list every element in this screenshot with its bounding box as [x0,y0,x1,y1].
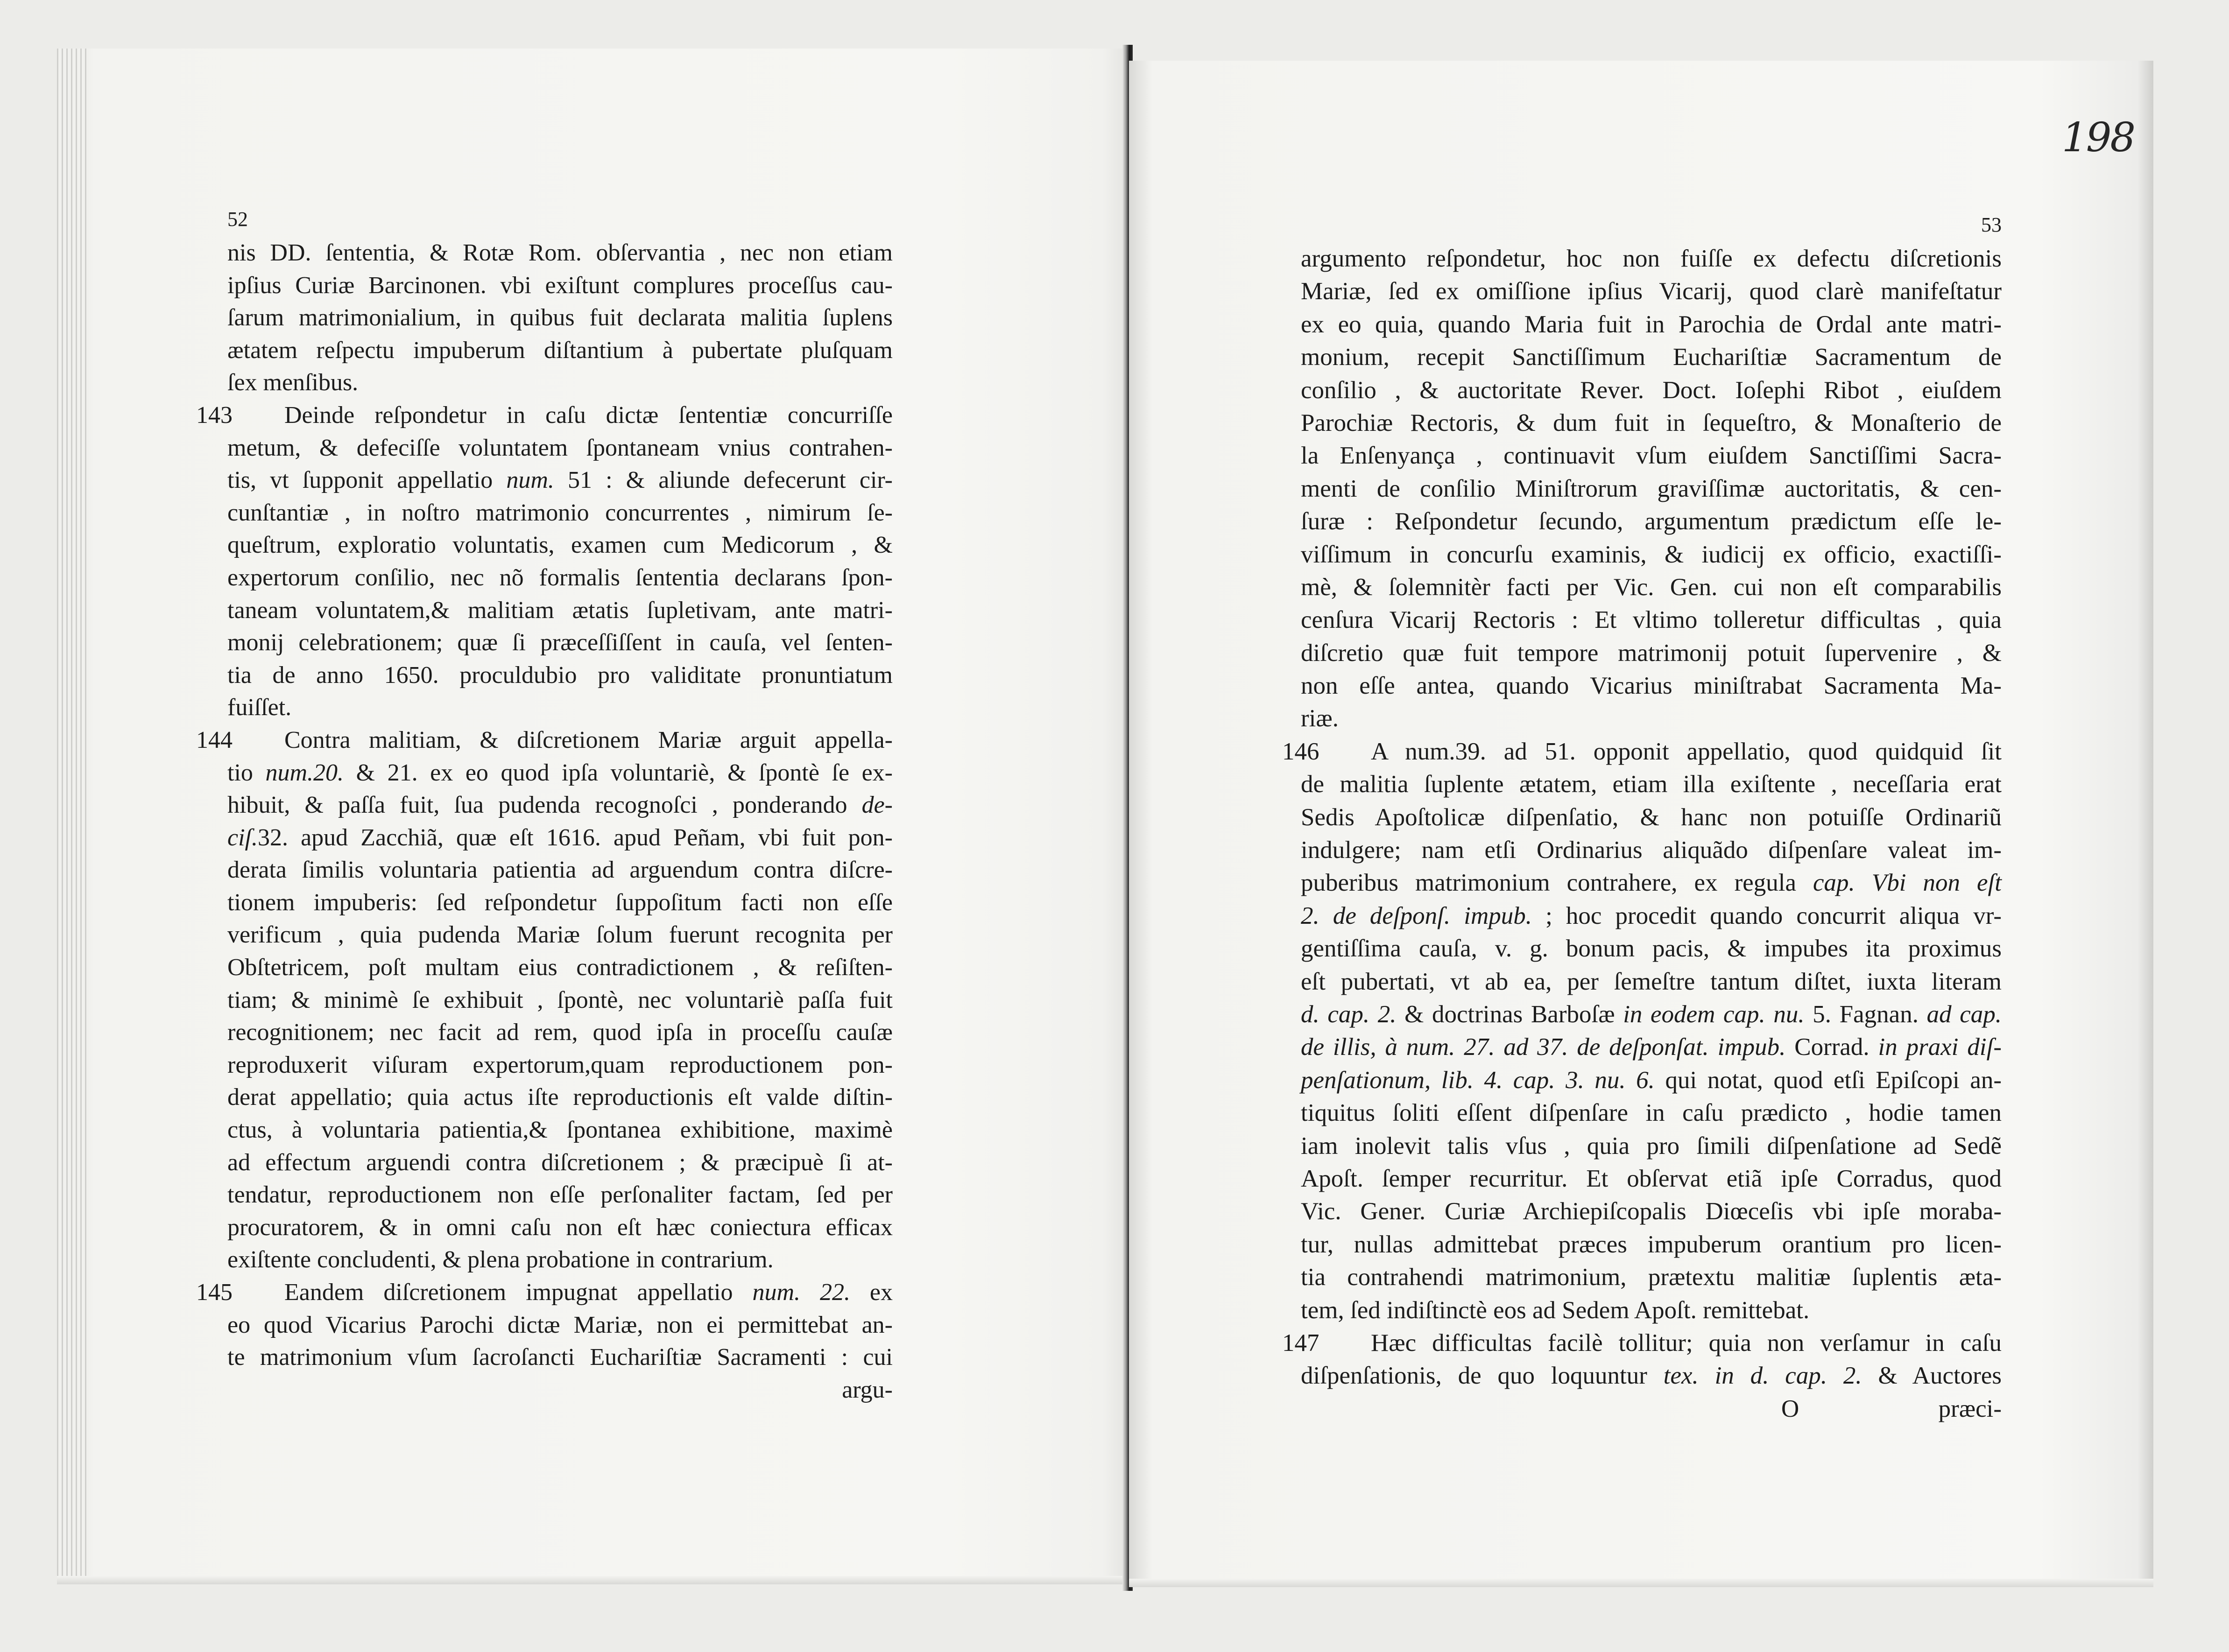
text-line [1282,1327,2002,1359]
text-line [1301,669,2002,702]
line-text [1301,932,2002,965]
line-text [227,1309,893,1342]
text-line [227,464,893,497]
catchword: præci- [1938,1395,2002,1422]
text-run: tia contrahendi matrimonium, prætextu malitiæ ſuplentis æta- [1301,1264,2002,1291]
text-line [1301,1294,2002,1327]
text-run: conſilio , & auctoritate Rever. Doct. Ioſephi Ribot , eiuſdem [1301,376,2002,404]
line-text [1301,341,2002,373]
text-run: Contra malitiam, & diſcretionem Mariæ arguit appella- [284,726,893,753]
line-text [1301,1195,2002,1228]
text-run: A num.39. ad 51. opponit appellatio, quod quidquid ſit [1371,738,2002,765]
line-text [1301,998,2002,1031]
italic-text-run: 2. de deſponſ. impub. [1301,902,1532,929]
text-line [227,1049,893,1082]
italic-text-run: de- [861,792,893,819]
line-text [1301,407,2002,439]
text-run: ſex menſibus. [227,369,359,396]
line-text [1301,1359,2002,1392]
line-text [1301,834,2002,866]
text-run: de malitia ſuplente ætatem, etiam illa exiſtente , neceſſaria erat [1301,771,2002,798]
italic-text-run: tex. in d. cap. 2. [1663,1362,1862,1390]
text-line [1301,1359,2002,1392]
text-run: fuiſſet. [227,694,292,721]
text-line [227,497,893,529]
text-line [1301,768,2002,801]
text-line [227,1179,893,1211]
text-run: ætatem reſpectu impuberum diſtantium à pubertate pluſquam [227,337,893,364]
text-line [227,334,893,367]
line-text [1301,1294,1809,1327]
line-text [284,724,893,757]
text-line [1301,275,2002,308]
line-text [227,594,893,627]
line-text [227,886,893,919]
text-line [227,302,893,334]
text-run: monium, recepit Sanctiſſimum Euchariſtiæ Sacramentum de [1301,344,2002,371]
text-run: tio [227,759,266,786]
line-text [1301,604,2002,636]
text-run: procuratorem, & in omni caſu non eſt hæc coniectura efficax [227,1214,893,1241]
catchword: argu- [842,1377,893,1403]
text-run: taneam voluntatem,& malitiam ætatis ſupletivam, ante matri- [227,597,893,624]
line-text [284,399,893,432]
text-line [227,789,893,822]
text-run: monij celebrationem; quæ ſi præceſſiſſent in cauſa, vel ſenten- [227,629,893,656]
line-text [227,659,893,692]
line-text [1301,275,2002,308]
line-text [1301,1031,2002,1063]
line-text [227,1341,893,1374]
text-line [227,269,893,302]
text-line [227,1114,893,1146]
text-run: tur, nullas admittebat præces impuberum orantium pro licen- [1301,1230,2002,1258]
page-edges [57,49,87,1584]
text-run: puberibus matrimonium contrahere, ex regula [1301,869,1813,897]
italic-text-run: ad cap. [1926,1000,2002,1028]
text-run: qui notat, quod etſi Epiſcopi an- [1654,1066,2002,1094]
text-line [1301,374,2002,407]
handwritten-folio-number: 198 [2062,114,2135,161]
text-run: Corrad. [1785,1033,1878,1061]
text-run: ſarum matrimonialium, in quibus fuit declarata malitia ſuplens [227,304,893,331]
line-text [227,1146,893,1179]
text-run: iam inolevit talis vſus , quia pro ſimili diſpenſatione ad Sedẽ [1301,1132,2002,1160]
text-line [1301,1261,2002,1293]
page-number: 52 [227,208,248,231]
line-text [227,1081,893,1114]
line-text [1301,1064,2002,1097]
text-run: diſpenſationis, de quo loquuntur [1301,1362,1664,1390]
line-text [227,334,893,367]
paragraph-number: 146 [1282,738,1319,765]
text-line [227,366,893,399]
text-run: recognitionem; nec facit ad rem, quod ipſa in proceſſu cauſæ [227,1019,893,1046]
text-line [227,951,893,984]
text-run: nis DD. ſententia, & Rotæ Rom. obſervantia , nec non etiam [227,239,893,266]
line-text [1301,1228,2002,1261]
text-line [227,1081,893,1114]
text-block [196,237,893,1403]
italic-text-run: ciſ. [227,824,258,851]
right-page [1129,61,2153,1587]
line-text [227,951,893,984]
text-line [1301,900,2002,932]
line-text [1301,900,2002,932]
italic-text-run: d. cap. 2. [1301,1000,1397,1028]
line-text [1301,505,2002,538]
line-text [1301,801,2002,834]
line-text [227,919,893,951]
text-line [227,1146,893,1179]
text-run: metum, & defeciſſe voluntatem ſpontaneam vnius contrahen- [227,434,893,461]
line-text [227,1244,774,1276]
italic-text-run: de illis, à num. 27. ad 37. de deſponſat. impub. [1301,1033,1786,1061]
text-run: tem, ſed indiſtinctè eos ad Sedem Apoſt. remittebat. [1301,1296,1810,1324]
text-line [1301,834,2002,866]
italic-text-run: num.20. [265,759,344,786]
line-text [1301,768,2002,801]
text-run: gentiſſima cauſa, v. g. bonum pacis, & impubes ita proximus [1301,935,2002,963]
text-run: exiſtente concludenti, & plena probatione in contrarium. [227,1246,774,1273]
text-run: Obſtetricem, poſt multam eius contradictionem , & reſiſten- [227,954,893,981]
text-line [227,1341,893,1374]
line-text [227,691,291,724]
italic-text-run: num. [506,467,554,494]
text-run: 32. apud Zacchiã, quæ eſt 1616. apud Peñam, vbi fuit pon- [257,824,893,851]
text-run: hibuit, & paſſa fuit, ſua pudenda recognoſci , ponderando [227,792,862,819]
line-text [227,432,893,464]
text-line [227,237,893,269]
line-text [227,562,893,594]
paragraph-number: 147 [1282,1329,1319,1357]
text-line [227,1016,893,1049]
line-text [1301,965,2002,998]
text-run: expertorum conſilio, nec nõ formalis ſententia declarans ſpon- [227,564,893,591]
text-run: viſſimum in concurſu examinis, & iudicij ex officio, exactiſſi- [1301,541,2002,568]
line-text [227,984,893,1017]
text-line [196,399,893,432]
text-line [227,691,893,724]
text-run: 51 : & aliunde defecerunt cir- [554,467,893,494]
text-run: eo quod Vicarius Parochi dictæ Mariæ, non ei permittebat an- [227,1311,893,1338]
line-text [227,366,358,399]
line-text [1371,735,2002,768]
text-line [227,886,893,919]
text-run: tia de anno 1650. proculdubio pro validitate pronuntiatum [227,661,893,689]
text-line [227,594,893,627]
text-line [1301,932,2002,965]
text-line [1301,439,2002,472]
text-run: verificum , quia pudenda Mariæ ſolum fuerunt recognita per [227,921,893,949]
text-run: & 21. ex eo quod ipſa voluntariè, & ſpontè ſe ex- [344,759,893,786]
text-run: 5. Fagnan. [1804,1000,1927,1028]
line-text [227,1049,893,1082]
paragraph-number: 145 [196,1279,233,1306]
text-line [227,432,893,464]
text-run: ipſius Curiæ Barcinonen. vbi exiſtunt complures proceſſus cau- [227,272,893,299]
line-text [1301,637,2002,669]
left-page [57,49,1123,1584]
text-line [1301,866,2002,899]
line-text [227,269,893,302]
text-line [227,1244,893,1276]
text-run: eſt pubertati, vt ab ea, per ſemeſtre tantum diſtet, iuxta literam [1301,968,2002,995]
text-run: ex [850,1279,893,1306]
text-line [227,659,893,692]
text-line [227,919,893,951]
line-text [1301,702,1339,735]
line-text [227,1016,893,1049]
text-line [1301,1228,2002,1261]
text-line [1301,1130,2002,1162]
line-text [1301,472,2002,505]
line-text [1301,538,2002,571]
text-run: & Auctores [1862,1362,2002,1390]
text-line [1301,407,2002,439]
line-text [284,1276,893,1309]
text-run: diſcretio quæ fuit tempore matrimonij potuit ſupervenire , & [1301,639,2002,667]
text-run: queſtrum, exploratio voluntatis, examen cum Medicorum , & [227,532,893,559]
text-line [227,562,893,594]
text-line [1301,242,2002,275]
paragraph-number: 143 [196,401,233,429]
text-line [1301,538,2002,571]
text-run: Hæc difficultas facilè tollitur; quia non verſamur in caſu [1371,1329,2002,1357]
text-line [227,757,893,789]
text-run: ex eo quia, quando Maria fuit in Parochia de Ordal ante matri- [1301,310,2002,338]
line-text [227,302,893,334]
line-text [1301,1162,2002,1195]
line-text [1301,866,2002,899]
text-line [1301,801,2002,834]
text-run: Apoſt. ſemper recurritur. Et obſervat etiã ipſe Corradus, quod [1301,1165,2002,1192]
text-line [1301,308,2002,341]
text-run: riæ. [1301,705,1339,732]
text-line [1301,1162,2002,1195]
text-run: tiquitus ſoliti eſſent diſpenſare in caſu prædicto , hodie tamen [1301,1099,2002,1127]
line-text [227,854,893,886]
text-line [227,854,893,886]
text-run: non eſſe antea, quando Vicarius miniſtrabat Sacramenta Ma- [1301,672,2002,700]
text-run: ctus, à voluntaria patientia,& ſpontanea exhibitione, maximè [227,1117,893,1144]
text-run: tis, vt ſupponit appellatio [227,467,507,494]
page-number: 53 [1981,213,2002,236]
text-line [196,1276,893,1309]
signature-mark: O [1781,1395,1799,1422]
text-run: mè, & ſolemnitèr facti per Vic. Gen. cui non eſt comparabilis [1301,573,2002,601]
text-line [1301,1097,2002,1129]
text-run: ad effectum arguendi contra diſcretionem ; & præcipuè ſi at- [227,1149,893,1176]
line-text [1301,1130,2002,1162]
text-line [1301,1031,2002,1063]
paragraph-number: 144 [196,726,233,753]
line-text [227,464,893,497]
text-run: ſuræ : Reſpondetur ſecundo, argumentum prædictum eſſe le- [1301,508,2002,535]
text-run: ; hoc procedit quando concurrit aliqua vr- [1532,902,2002,929]
text-run: indulgere; nam etſi Ordinarius aliquãdo diſpenſare valeat im- [1301,837,2002,864]
text-run: la Enſenyança , continuavit vſum eiuſdem Sanctiſſimi Sacra- [1301,442,2002,470]
text-line [1301,571,2002,604]
italic-text-run: penſationum, lib. 4. cap. 3. nu. 6. [1301,1066,1655,1094]
text-line [1301,965,2002,998]
text-line [227,529,893,562]
text-line [1301,341,2002,373]
line-text [1301,571,2002,604]
text-run: Eandem diſcretionem impugnat appellatio [284,1279,753,1306]
text-run: tionem impuberis: ſed reſpondetur ſuppoſitum facti non eſſe [227,889,893,916]
text-run: & doctrinas Barboſæ [1396,1000,1623,1028]
text-line [227,626,893,659]
text-block [1282,242,2002,1422]
line-text [1301,669,2002,702]
italic-text-run: num. 22. [752,1279,850,1306]
line-text [227,237,893,269]
page-bottom-edge [1129,1579,2153,1587]
line-text [227,1179,893,1211]
line-text [1301,1261,2002,1293]
italic-text-run: in eodem cap. nu. [1623,1000,1805,1028]
text-run: tiam; & minimè ſe exhibuit , ſpontè, nec voluntariè paſſa fuit [227,986,893,1013]
text-line [227,1211,893,1244]
line-text [227,789,893,822]
line-text [227,529,893,562]
text-run: argumento reſpondetur, hoc non fuiſſe ex defectu diſcretionis [1301,245,2002,272]
text-run: derat appellatio; quia actus iſte reproductionis eſt valde diſtin- [227,1084,893,1111]
text-line [1301,637,2002,669]
line-text [1301,1097,2002,1129]
text-run: te matrimonium vſum ſacroſancti Euchariſtiæ Sacramenti : cui [227,1344,893,1371]
text-run: Mariæ, ſed ex omiſſione ipſius Vicarij, quod clarè manifeſtatur [1301,278,2002,305]
text-run: Parochiæ Rectoris, & dum fuit in ſequeſtro, & Monaſterio de [1301,409,2002,436]
text-line [1301,604,2002,636]
text-run: derata ſimilis voluntaria patientia ad arguendum contra diſcre- [227,857,893,884]
line-text [227,626,893,659]
text-run: cunſtantiæ , in noſtro matrimonio concurrentes , nimirum ſe- [227,499,893,526]
text-line [1301,505,2002,538]
line-text [1301,308,2002,341]
text-run: Deinde reſpondetur in caſu dictæ ſententiæ concurriſſe [284,401,893,429]
line-text [227,822,893,854]
text-line [196,724,893,757]
italic-text-run: in praxi diſ- [1878,1033,2002,1061]
line-text [227,1114,893,1146]
line-text [227,1211,893,1244]
page-bottom-edge [57,1576,1123,1584]
text-run: Vic. Gener. Curiæ Archiepiſcopalis Diœceſis vbi ipſe moraba- [1301,1198,2002,1225]
text-line [1301,702,2002,735]
text-run: cenſura Vicarij Rectoris : Et vltimo tolleretur difficultas , quia [1301,606,2002,634]
text-line [227,822,893,854]
line-text [1301,439,2002,472]
text-line [1282,735,2002,768]
line-text [1301,374,2002,407]
text-line [227,984,893,1017]
text-line [1301,1195,2002,1228]
line-text [227,757,893,789]
text-line [227,1309,893,1342]
line-text [1301,242,2002,275]
text-run: reproduxerit viſuram expertorum,quam reproductionem pon- [227,1051,893,1078]
italic-text-run: cap. Vbi non eſt [1813,869,2002,897]
line-text [227,497,893,529]
text-run: Sedis Apoſtolicæ diſpenſatio, & hanc non potuiſſe Ordinariũ [1301,803,2002,831]
text-line [1301,998,2002,1031]
text-run: tendatur, reproductionem non eſſe perſonaliter factam, ſed per [227,1181,893,1209]
text-line [1301,1064,2002,1097]
text-run: menti de conſilio Miniſtrorum graviſſimæ auctoritatis, & cen- [1301,475,2002,502]
text-line [1301,472,2002,505]
line-text [1371,1327,2002,1359]
